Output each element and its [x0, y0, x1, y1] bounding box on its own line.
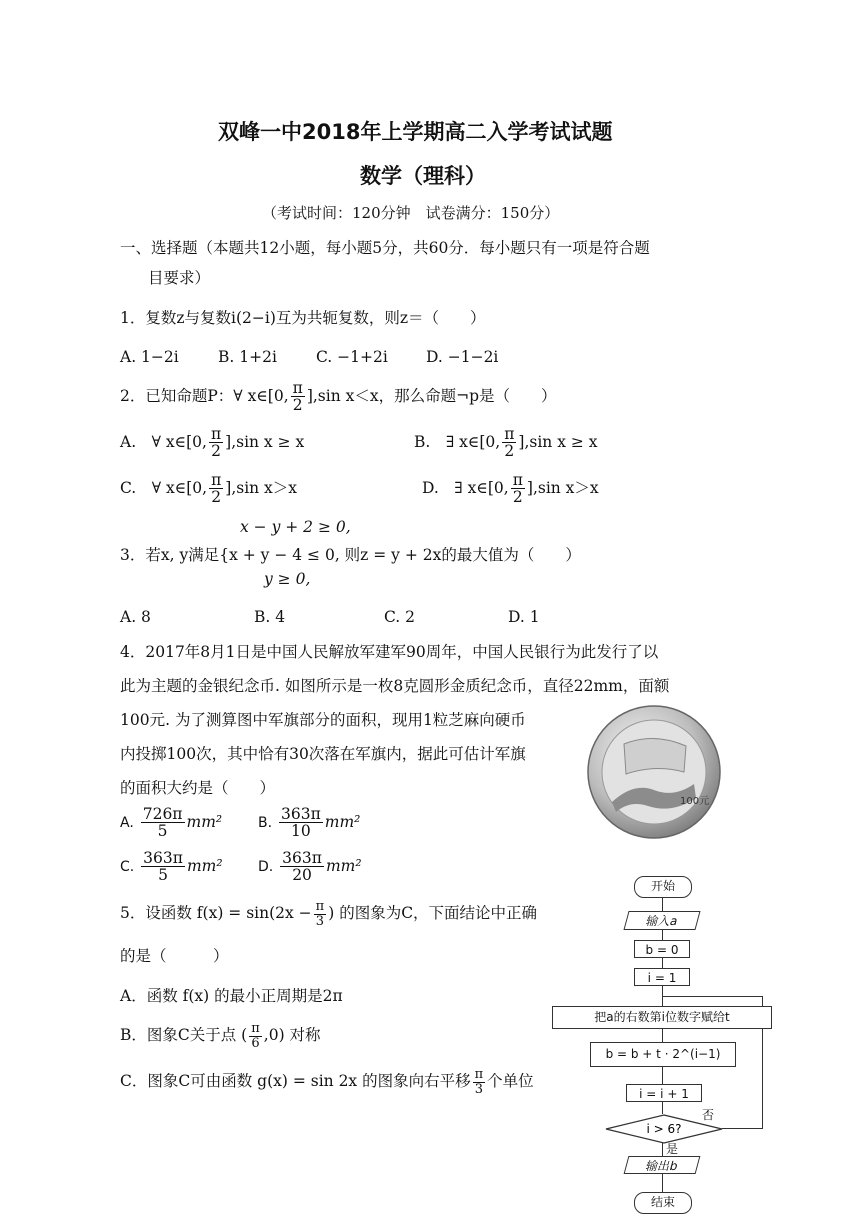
- q2-a-frac-num: π: [210, 425, 222, 443]
- q5-b-fraction: [249, 1022, 262, 1050]
- q2-option-a: [120, 426, 304, 460]
- q4-d-unit: mm²: [325, 856, 362, 875]
- q3-stem: 3．若x, y满足{x + y − 4 ≤ 0, 则z = y + 2x的最大值为（ ）: [120, 546, 581, 564]
- q2-d-post: ],sin x＞x: [526, 478, 599, 497]
- q5-c-fraction: [473, 1068, 486, 1096]
- q1-option-d: D. −1−2i: [426, 348, 499, 366]
- q4-c-fraction: [141, 850, 185, 884]
- q5-stem-fraction: [314, 900, 327, 928]
- flow-no-label: 否: [702, 1108, 715, 1122]
- q4-line1: 4．2017年8月1日是中国人民解放军建军90周年，中国人民银行为此发行了以: [120, 643, 659, 661]
- page-title: 双峰一中2018年上学期高二入学考试试题: [218, 120, 613, 144]
- flow-output: 输出b: [624, 1156, 701, 1174]
- q5-option-b: [120, 1022, 321, 1050]
- q4-b-label: B.: [258, 814, 273, 831]
- q5-stem-frac-num: π: [315, 899, 325, 914]
- q2-a-post: ],sin x ≥ x: [225, 432, 305, 451]
- q4-c-den: 5: [158, 866, 168, 885]
- q4-option-c: [120, 850, 223, 884]
- flow-arrow: [662, 1172, 663, 1192]
- flow-yes-label: 是: [666, 1142, 679, 1156]
- q5-c-post: 个单位: [487, 1072, 534, 1091]
- q4-b-fraction: [279, 806, 323, 840]
- q2-option-c: [120, 472, 297, 506]
- q2-d-pre: D. ∃ x∈[0,: [422, 478, 509, 497]
- q5-option-a: A．函数 f(x) 的最小正周期是2π: [120, 987, 343, 1005]
- q4-option-a: [120, 806, 222, 840]
- section-heading-line2: 目要求）: [148, 269, 211, 287]
- q3-option-c: C. 2: [384, 608, 416, 626]
- q5-option-c: [120, 1068, 534, 1096]
- flow-init-b: b = 0: [634, 940, 690, 958]
- flow-condition-text: i > 6?: [646, 1122, 682, 1136]
- q2-option-d: [422, 472, 599, 506]
- q4-a-unit: mm²: [186, 812, 223, 831]
- flow-init-i: i = 1: [634, 968, 690, 986]
- flow-end: 结束: [634, 1192, 692, 1214]
- q4-a-fraction: [141, 806, 185, 840]
- commemorative-coin-figure: [584, 702, 724, 842]
- q2-b-frac-den: 2: [504, 442, 515, 461]
- q5-stem-line2: 的是（ ）: [120, 947, 229, 965]
- q3-option-a: A. 8: [120, 608, 151, 626]
- q4-b-den: 10: [291, 822, 311, 841]
- q2-c-frac-den: 2: [211, 488, 222, 507]
- q4-line3: 100元. 为了测算图中军旗部分的面积，现用1粒芝麻向硬币: [120, 711, 526, 729]
- coin-face-value: 100元: [680, 796, 710, 807]
- q4-line2: 此为主题的金银纪念币. 如图所示是一枚8克圆形金质纪念币，直径22mm，面额: [120, 677, 670, 695]
- q2-option-b: [414, 426, 598, 460]
- q1-option-c: C. −1+2i: [316, 348, 388, 366]
- flow-arrow: [662, 1142, 663, 1156]
- q4-a-label: A.: [120, 814, 134, 831]
- q2-b-fraction: [502, 426, 516, 460]
- q2-d-fraction: [511, 472, 525, 506]
- q5-b-post: ,0) 对称: [263, 1026, 321, 1045]
- q5-b-frac-num: π: [251, 1021, 260, 1036]
- loop-back-line: [663, 996, 763, 997]
- q4-d-fraction: [280, 850, 324, 884]
- q5-c-frac-num: π: [474, 1067, 484, 1082]
- q2-stem-fraction: [291, 380, 305, 414]
- q2-d-frac-num: π: [512, 471, 523, 489]
- q4-option-d: [258, 850, 362, 884]
- q5-stem-pre: 5．设函数 f(x) = sin(2x −: [120, 904, 312, 923]
- section-heading-line1: 一、选择题（本题共12小题，每小题5分，共60分．每小题只有一项是符合题: [120, 239, 650, 257]
- q2-b-post: ],sin x ≥ x: [518, 432, 598, 451]
- q1-option-b: B. 1+2i: [218, 348, 277, 366]
- q3-option-b: B. 4: [254, 608, 286, 626]
- q5-b-pre: B．图象C关于点 (: [120, 1026, 248, 1045]
- flow-arrow: [662, 984, 663, 1006]
- flow-arrow: [662, 1066, 663, 1084]
- q4-a-den: 5: [157, 822, 168, 841]
- q4-d-den: 20: [292, 866, 312, 885]
- q4-c-label: C.: [120, 858, 135, 875]
- q2-a-fraction: [209, 426, 223, 460]
- q4-b-num: 363π: [281, 805, 321, 823]
- q2-d-frac-den: 2: [512, 488, 523, 507]
- q3-system-line1: x − y + 2 ≥ 0,: [240, 518, 351, 536]
- q2-stem-pre: 2．已知命题P：∀ x∈[0,: [120, 386, 289, 405]
- q5-c-pre: C．图象C可由函数 g(x) = sin 2x 的图象向右平移: [120, 1072, 471, 1091]
- q2-c-pre: C. ∀ x∈[0,: [120, 478, 208, 497]
- flow-step-digit: 把a的右数第i位数字赋给t: [552, 1006, 772, 1029]
- q5-stem: [120, 900, 537, 928]
- q5-stem-frac-den: 3: [315, 913, 325, 929]
- q2-a-pre: A. ∀ x∈[0,: [120, 432, 207, 451]
- q1-stem: 1．复数z与复数i(2−i)互为共轭复数，则z＝（ ）: [120, 309, 486, 327]
- q2-c-fraction: [209, 472, 223, 506]
- q2-stem: [120, 380, 557, 414]
- q3-system-line3: y ≥ 0,: [264, 570, 311, 588]
- flow-arrow: [662, 896, 663, 912]
- q4-c-unit: mm²: [186, 856, 223, 875]
- q3-option-d: D. 1: [508, 608, 540, 626]
- q4-d-num: 363π: [282, 849, 322, 867]
- q4-line4: 内投掷100次，其中恰有30次落在军旗内，据此可估计军旗: [120, 745, 526, 763]
- q5-c-frac-den: 3: [474, 1081, 484, 1097]
- q2-b-frac-num: π: [504, 425, 515, 443]
- q4-c-num: 363π: [143, 849, 183, 867]
- exam-info: （考试时间：120分钟 试卷满分：150分）: [262, 204, 560, 222]
- q2-c-post: ],sin x＞x: [225, 478, 298, 497]
- flow-step-sum: b = b + t · 2^(i−1): [590, 1042, 736, 1067]
- q4-b-unit: mm²: [324, 812, 361, 831]
- q2-c-frac-num: π: [211, 471, 222, 489]
- q2-stem-post: ],sin x＜x，那么命题¬p是（ ）: [306, 386, 557, 405]
- loop-back-line: [722, 1128, 762, 1129]
- q1-option-a: A. 1−2i: [120, 348, 179, 366]
- q2-frac-num: π: [292, 379, 303, 397]
- q4-line5: 的面积大约是（ ）: [120, 779, 276, 797]
- q2-b-pre: B. ∃ x∈[0,: [414, 432, 501, 451]
- q2-a-frac-den: 2: [211, 442, 221, 461]
- q5-b-frac-den: 6: [251, 1035, 260, 1051]
- flow-arrow: [662, 1028, 663, 1042]
- flow-input: 输入a: [623, 911, 700, 930]
- q4-a-num: 726π: [142, 805, 183, 823]
- q5-stem-post: ) 的图象为C，下面结论中正确: [328, 904, 538, 923]
- coin-flag-region: [624, 738, 686, 774]
- q2-frac-den: 2: [292, 396, 303, 415]
- q4-d-label: D.: [258, 858, 274, 875]
- subject-title: 数学（理科）: [360, 164, 486, 188]
- flow-step-inc: i = i + 1: [626, 1084, 702, 1102]
- q4-option-b: [258, 806, 360, 840]
- flow-start: 开始: [634, 876, 692, 898]
